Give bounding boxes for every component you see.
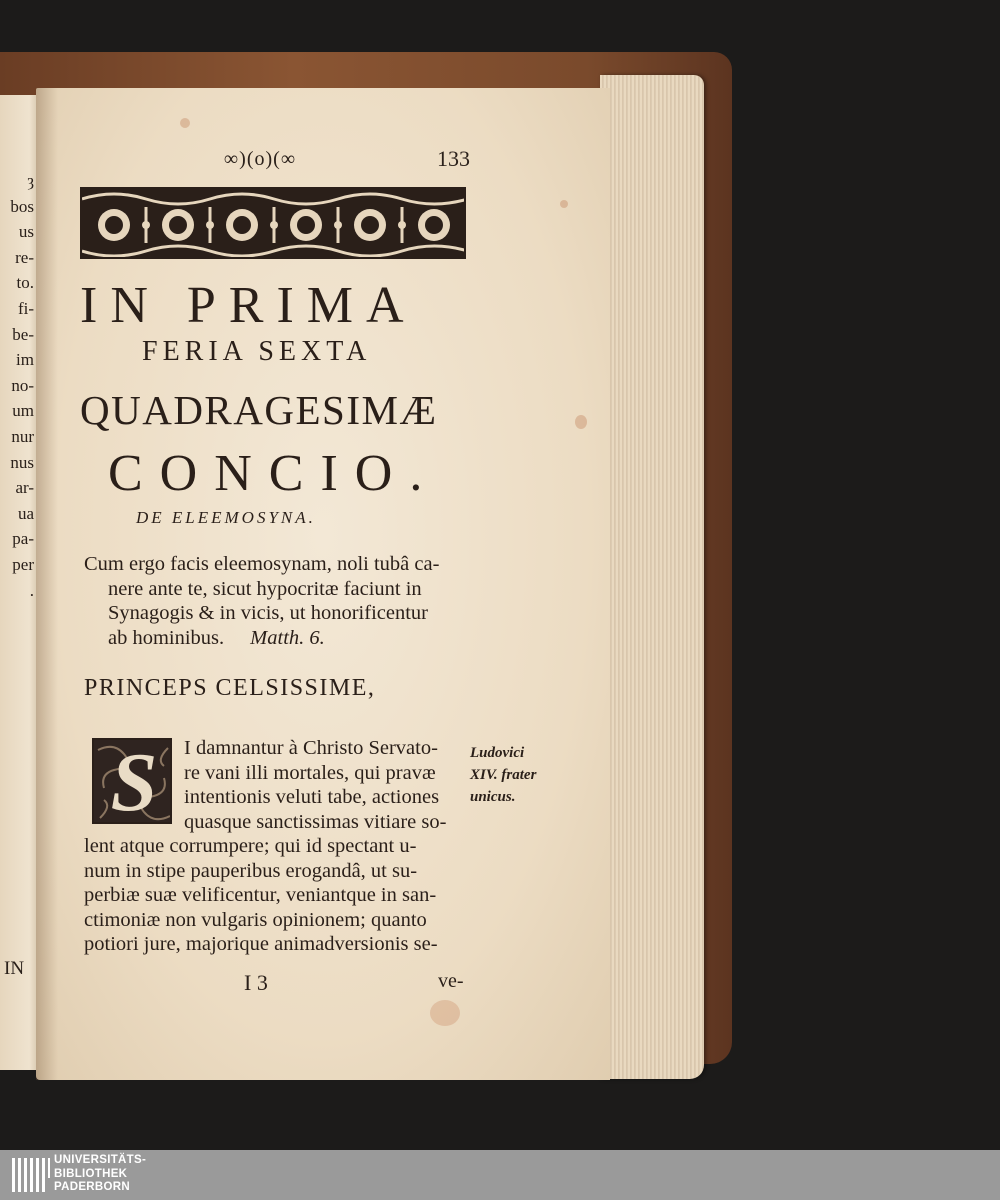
left-fragment: nur — [11, 426, 34, 446]
left-page-footer: IN — [4, 958, 25, 979]
drop-cap-letter: S — [110, 738, 158, 824]
left-fragment: nus — [10, 452, 34, 472]
title-line-1: IN PRIMA — [80, 277, 417, 334]
left-fragment: ua — [17, 503, 34, 523]
left-fragment: ȝ — [27, 171, 34, 190]
epigraph-line-last — [84, 626, 474, 651]
paper-stain — [430, 1000, 460, 1026]
left-fragment: um — [12, 401, 34, 421]
left-fragment: . — [29, 580, 34, 600]
paper-stain — [560, 200, 568, 208]
epigraph-line: Synagogis & in vicis, ut honorificentur — [108, 602, 428, 624]
logo-line: PADERBORN — [54, 1181, 130, 1193]
body-line: re vani illi mortales, qui pravæ — [184, 761, 436, 784]
library-logo-icon — [12, 1156, 50, 1194]
left-fragment: per — [12, 554, 34, 574]
left-fragment: pa- — [12, 529, 34, 549]
running-head-ornament: ∞)(o)(∞ — [223, 148, 297, 170]
body-line: lent atque corrumpere; qui id spectant u- — [84, 835, 417, 857]
left-fragment: ar- — [15, 478, 34, 498]
subtitle: DE ELEEMOSYNA. — [136, 508, 316, 527]
logo-line: UNIVERSITÄTS- — [54, 1154, 147, 1166]
epigraph — [84, 552, 474, 650]
epigraph-line: ab hominibus. — [108, 626, 225, 649]
catchword: ve- — [438, 970, 464, 992]
body-line: num in stipe pauperibus erogandâ, ut su- — [84, 859, 418, 882]
paper-stain — [180, 118, 190, 128]
marginal-note — [470, 742, 580, 808]
body-line: I damnantur à Christo Servato- — [184, 737, 438, 759]
left-fragment: bos — [10, 196, 34, 216]
library-footer-bar — [0, 1150, 1000, 1200]
page-edges — [600, 75, 704, 1079]
address-heading: PRINCEPS CELSISSIME, — [84, 675, 376, 701]
signature-mark: I 3 — [244, 970, 268, 995]
epigraph-line: Cum ergo facis eleemosynam, noli tubâ ca- — [84, 553, 440, 575]
title-line-3: QUADRAGESIMÆ — [80, 387, 438, 433]
left-fragment: no- — [11, 375, 34, 395]
paper-stain — [575, 415, 587, 429]
left-fragment: us — [18, 222, 34, 242]
body-line: perbiæ suæ velificentur, veniantque in san- — [84, 884, 437, 906]
title-line-4: CONCIO. — [108, 445, 440, 502]
marginal-line: XIV. frater — [470, 767, 537, 783]
marginal-line: Ludovici — [470, 745, 525, 761]
page-number: 133 — [437, 146, 470, 171]
headpiece-ornament — [80, 187, 466, 259]
body-text — [84, 736, 474, 957]
body-line: intentionis veluti tabe, actiones — [184, 786, 440, 808]
left-page-text — [0, 168, 34, 603]
left-fragment: fi- — [17, 298, 34, 318]
page-gutter-shadow — [36, 88, 58, 1080]
epigraph-reference: Matth. 6. — [250, 626, 325, 649]
left-fragment: re- — [15, 247, 34, 267]
epigraph-line: nere ante te, sicut hypocritæ faciunt in — [108, 577, 422, 600]
logo-line: BIBLIOTHEK — [54, 1167, 128, 1180]
title-line-2: FERIA SEXTA — [142, 336, 372, 367]
left-fragment: be- — [12, 324, 34, 344]
library-logo-text — [54, 1154, 174, 1195]
body-line: ctimoniæ non vulgaris opinionem; quanto — [84, 908, 427, 931]
body-line: quasque sanctissimas vitiare so- — [184, 810, 447, 833]
body-line: potiori jure, majorique animadversionis se- — [84, 933, 438, 955]
left-fragment: to. — [16, 273, 34, 293]
marginal-line: unicus. — [470, 789, 516, 805]
left-fragment: im — [16, 350, 34, 370]
